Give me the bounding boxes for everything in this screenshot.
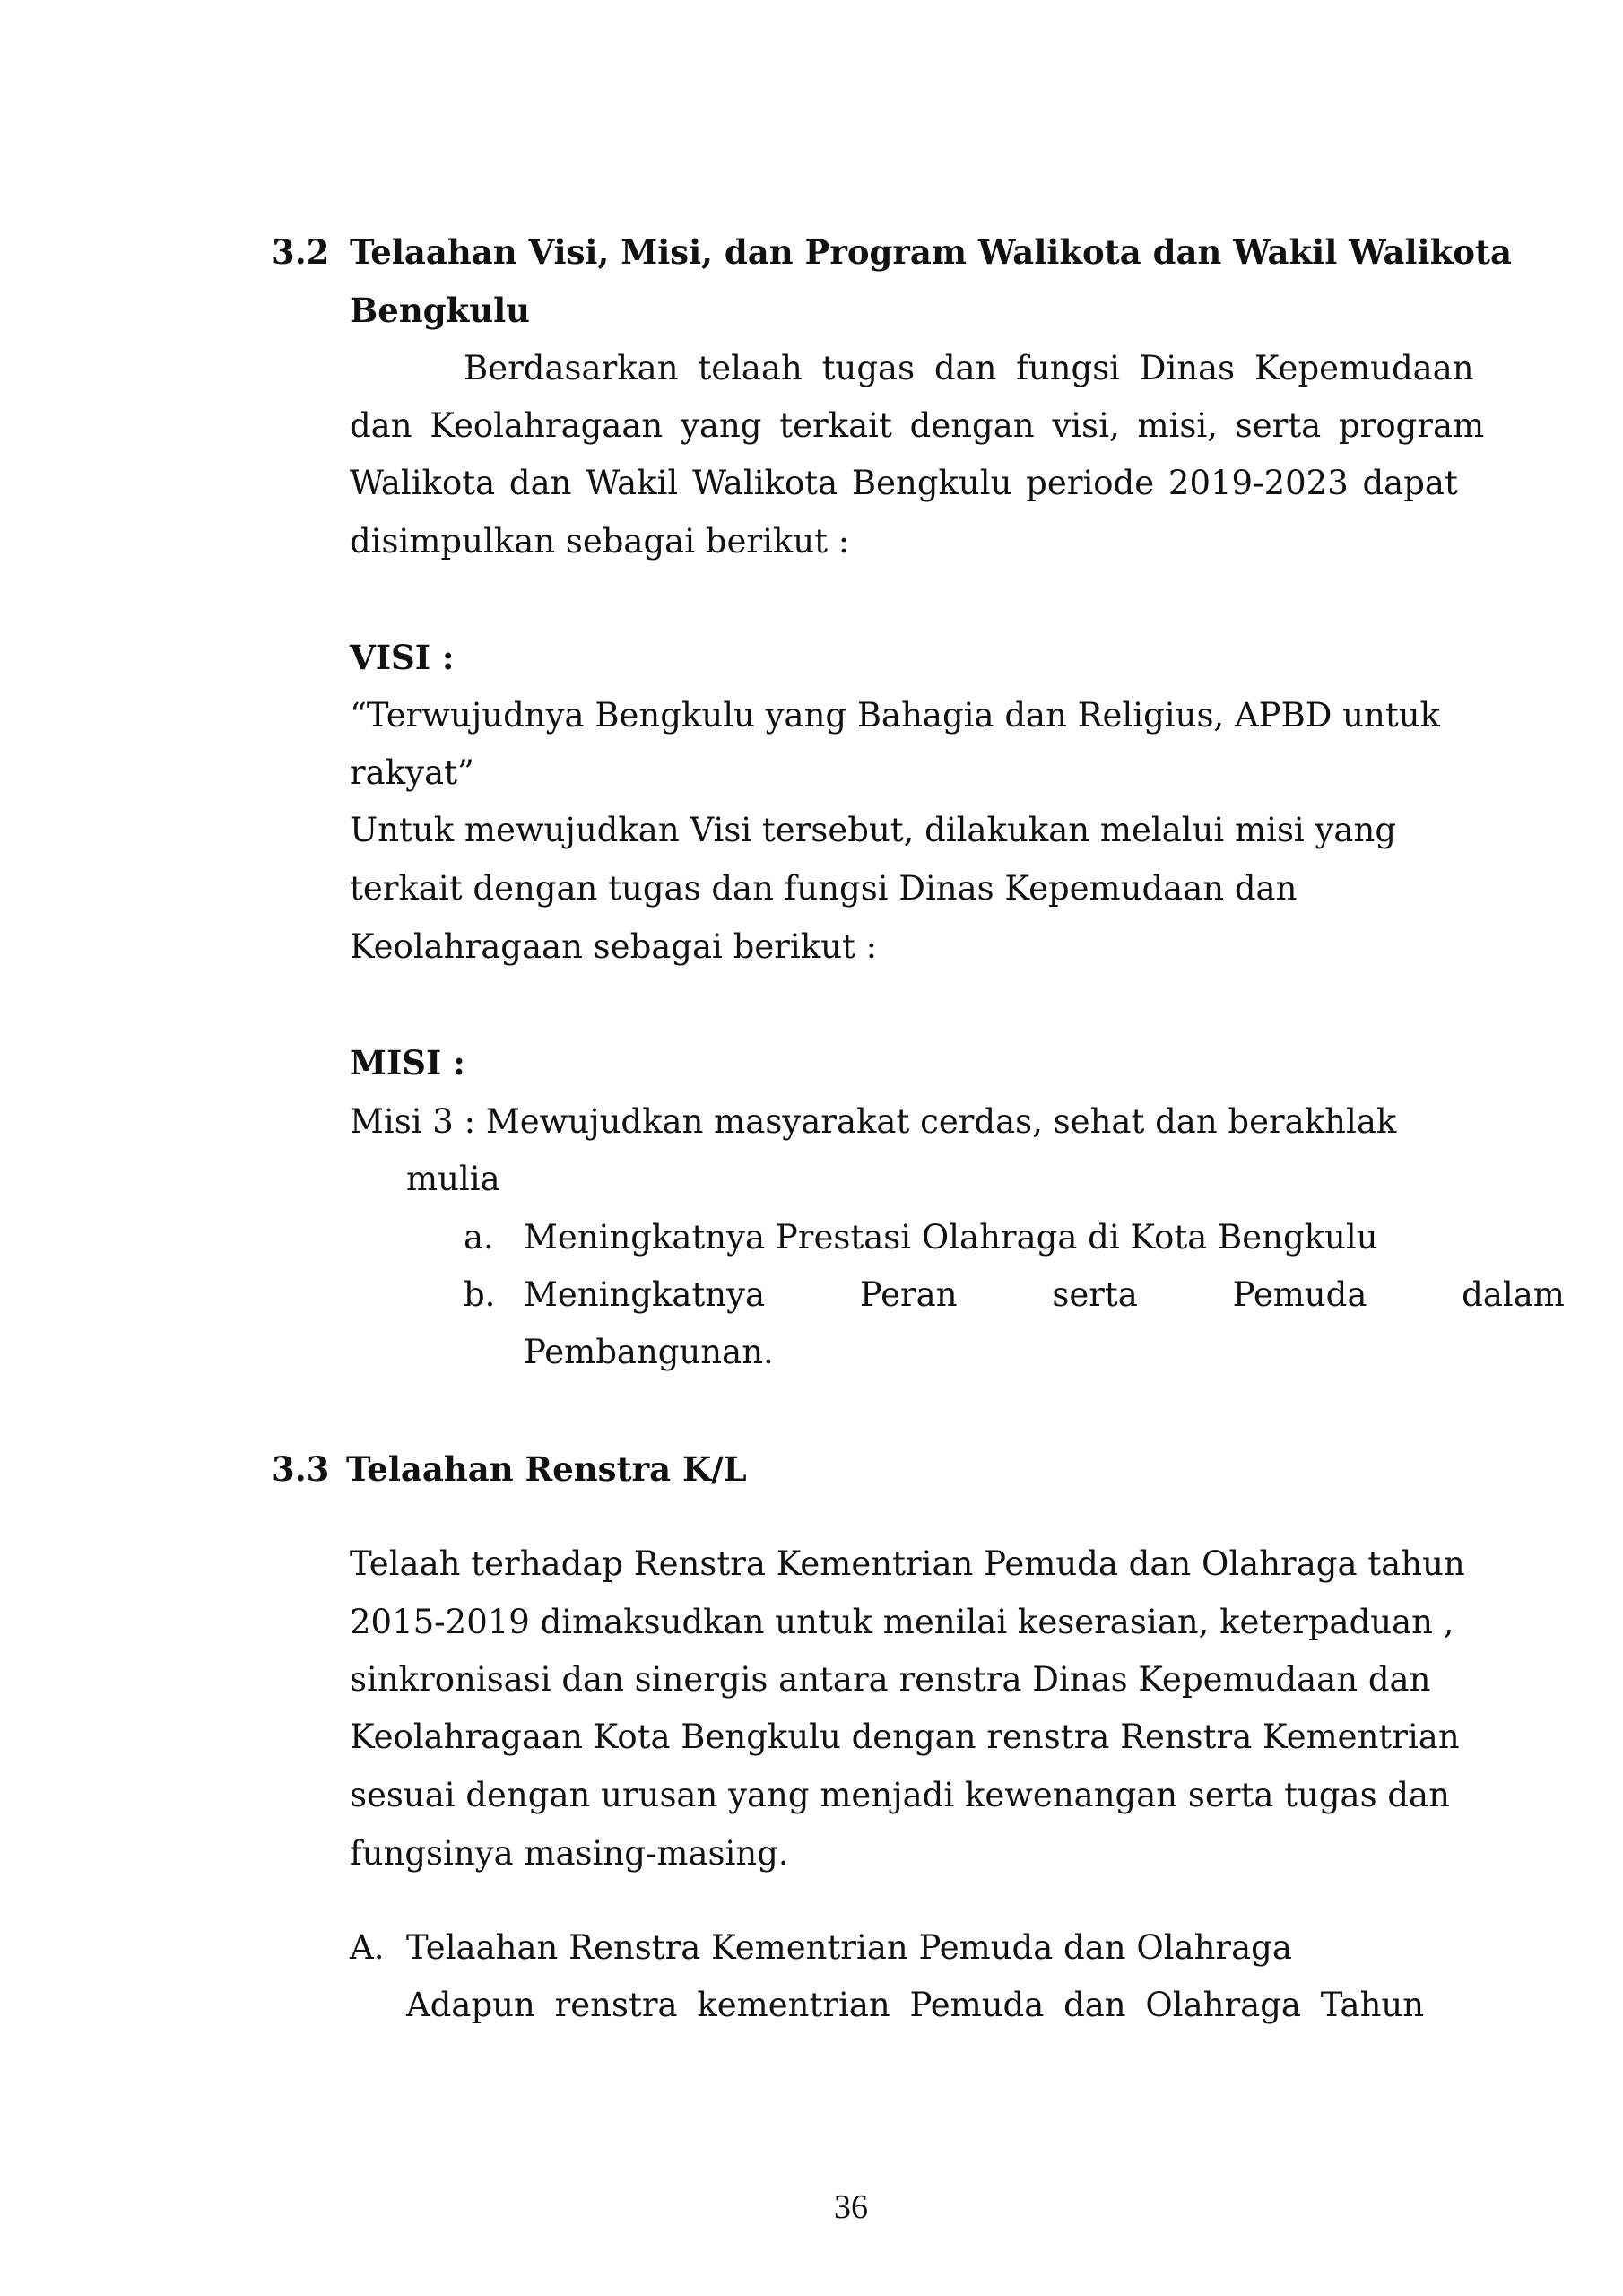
section-3-2-title-line2: Bengkulu — [350, 291, 531, 330]
misi-item-a-text: Meningkatnya Prestasi Olahraga di Kota Bengkulu — [524, 1218, 1378, 1257]
section-3-2-title-line1 — [350, 232, 1512, 272]
visi-text-line-3: Keolahragaan sebagai berikut : — [350, 927, 878, 966]
misi-item-b-text-line-1: Meningkatnya Peran serta Pemuda dalam — [524, 1275, 1565, 1314]
misi-item-b-text-line-2: Pembangunan. — [524, 1333, 774, 1371]
section-3-3-paragraph-line-4: Keolahragaan Kota Bengkulu dengan renstra Renstra Kementrian — [350, 1718, 1460, 1756]
subsection-a-marker: A. — [350, 1928, 385, 1967]
page-number: 36 — [834, 2188, 868, 2226]
section-3-3-paragraph-line-3: sinkronisasi dan sinergis antara renstra Dinas Kepemudaan dan — [350, 1660, 1431, 1699]
visi-quote-line-1: “Terwujudnya Bengkulu yang Bahagia dan Religius, APBD untuk — [350, 696, 1440, 735]
misi-item-a-marker: a. — [464, 1218, 494, 1257]
section-3-2-paragraph-line-4: disimpulkan sebagai berikut : — [350, 522, 850, 561]
section-3-3-paragraph-line-6: fungsinya masing-masing. — [350, 1834, 789, 1873]
visi-heading: VISI : — [350, 638, 455, 677]
section-3-3-paragraph-line-1: Telaah terhadap Renstra Kementrian Pemuda dan Olahraga tahun — [350, 1544, 1465, 1583]
section-3-3-paragraph-line-2: 2015-2019 dimaksudkan untuk menilai keserasian, keterpaduan , — [350, 1603, 1454, 1641]
subsection-a-text-line-1: Adapun renstra kementrian Pemuda dan Olahraga Tahun — [406, 1986, 1425, 2024]
section-3-2-paragraph-line-2: dan Keolahragaan yang terkait dengan visi, misi, serta program — [350, 406, 1485, 445]
section-3-3-title: Telaahan Renstra K/L — [346, 1449, 747, 1489]
visi-text-line-1: Untuk mewujudkan Visi tersebut, dilakukan melalui misi yang — [350, 811, 1396, 849]
misi-heading: MISI : — [350, 1043, 465, 1083]
section-3-2-number: 3.2 — [272, 232, 330, 272]
misi-3-line-2: mulia — [406, 1160, 500, 1198]
misi-item-b-marker: b. — [464, 1275, 496, 1314]
section-3-3-number: 3.3 — [272, 1449, 330, 1489]
visi-text-line-2: terkait dengan tugas dan fungsi Dinas Kepemudaan dan — [350, 869, 1298, 908]
misi-3-line-1: Misi 3 : Mewujudkan masyarakat cerdas, sehat dan berakhlak — [350, 1102, 1397, 1141]
section-3-2-paragraph-line-3: Walikota dan Wakil Walikota Bengkulu periode 2019-2023 dapat — [350, 464, 1458, 502]
visi-quote-line-2: rakyat” — [350, 753, 474, 792]
section-3-2-paragraph-line-1: Berdasarkan telaah tugas dan fungsi Dinas Kepemudaan — [464, 349, 1474, 387]
section-3-2-title-text: Telaahan Visi, Misi, dan Program Walikota dan Wakil Walikota — [350, 232, 1512, 272]
subsection-a-title: Telaahan Renstra Kementrian Pemuda dan Olahraga — [406, 1928, 1292, 1967]
section-3-3-paragraph-line-5: sesuai dengan urusan yang menjadi kewenangan serta tugas dan — [350, 1776, 1450, 1814]
